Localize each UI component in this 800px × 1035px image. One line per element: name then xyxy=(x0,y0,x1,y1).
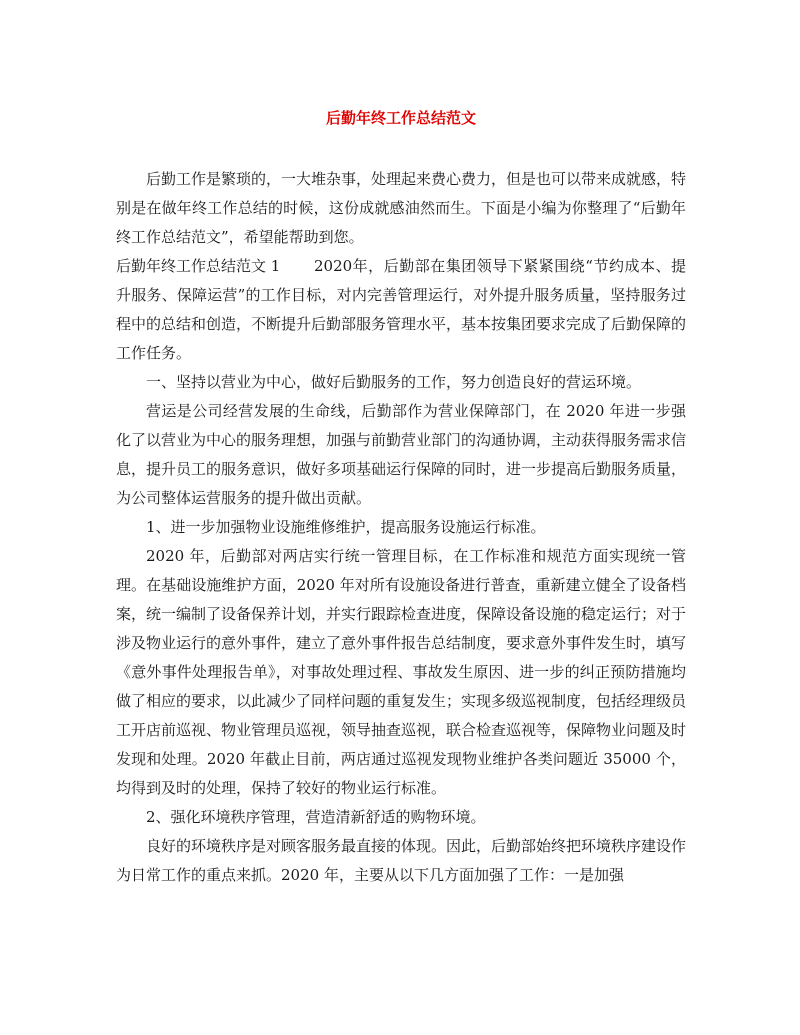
paragraph-environment: 良好的环境秩序是对顾客服务最直接的体现。因此，后勤部始终把环境秩序建设作为日常工作的重点来抓。2020 年，主要从以下几方面加强了工作：一是加强 xyxy=(116,837,687,884)
paragraph-section-1 xyxy=(116,252,686,368)
paragraph-subheading-2: 2、强化环境秩序管理，营造清新舒适的购物环境。 xyxy=(146,808,486,826)
paragraph-text: 2020年，后勤部在集团领导下紧紧围绕“节约成本、提升服务、保障运营”的工作目标，对内完善管理运行，对外提升服务质量，坚持服务过程中的总结和创造，不断提升后勤部服务管理水平，基本按集团要求完成了后勤保障的工作任务。 xyxy=(116,257,687,362)
document-body xyxy=(116,165,686,890)
paragraph-heading-1: 一、坚持以营业为中心，做好后勤服务的工作，努力创造良好的营运环境。 xyxy=(146,373,642,391)
paragraph-operations: 营运是公司经营发展的生命线，后勤部作为营业保障部门，在 2020 年进一步强化了以营业为中心的服务理想，加强与前勤营业部门的沟通协调，主动获得服务需求信息，提升员工的服务意识，做好多项基础运行保障的同时，进一步提高后勤服务质量，为公司整体运营服务的提升做出贡献。 xyxy=(116,402,687,507)
paragraph-facilities: 2020 年，后勤部对两店实行统一管理目标，在工作标准和规范方面实现统一管理。在基础设施维护方面，2020 年对所有设施设备进行普查，重新建立健全了设备档案，统一编制了设备保养计划，并实行跟踪检查进度，保障设备设施的稳定运行；对于涉及物业运行的意外事件，建立了意外事件报告总结制度，要求意外事件发生时，填写《意外事件处理报告单》，对事故处理过程、事故发生原因、进一步的纠正预防措施均做了相应的要求，以此减少了同样问题的重复发生；实现多级巡视制度，包括经理级员工开店前巡视、物业管理员巡视，领导抽查巡视，联合检查巡视等，保障物业问题及时发现和处理。2020 年截止目前，两店通过巡视发现物业维护各类问题近 35000 个，均得到及时的处理，保持了较好的物业运行标准。 xyxy=(116,547,687,797)
paragraph-lead-label: 后勤年终工作总结范文 1 xyxy=(116,257,281,275)
document-title: 后勤年终工作总结范文 xyxy=(325,109,476,127)
paragraph-subheading-1: 1、进一步加强物业设施维修维护，提高服务设施运行标准。 xyxy=(146,518,546,536)
paragraph-intro: 后勤工作是繁琐的，一大堆杂事，处理起来费心费力，但是也可以带来成就感，特别是在做年终工作总结的时候，这份成就感油然而生。下面是小编为你整理了“后勤年终工作总结范文”，希望能帮助到您。 xyxy=(116,170,687,246)
